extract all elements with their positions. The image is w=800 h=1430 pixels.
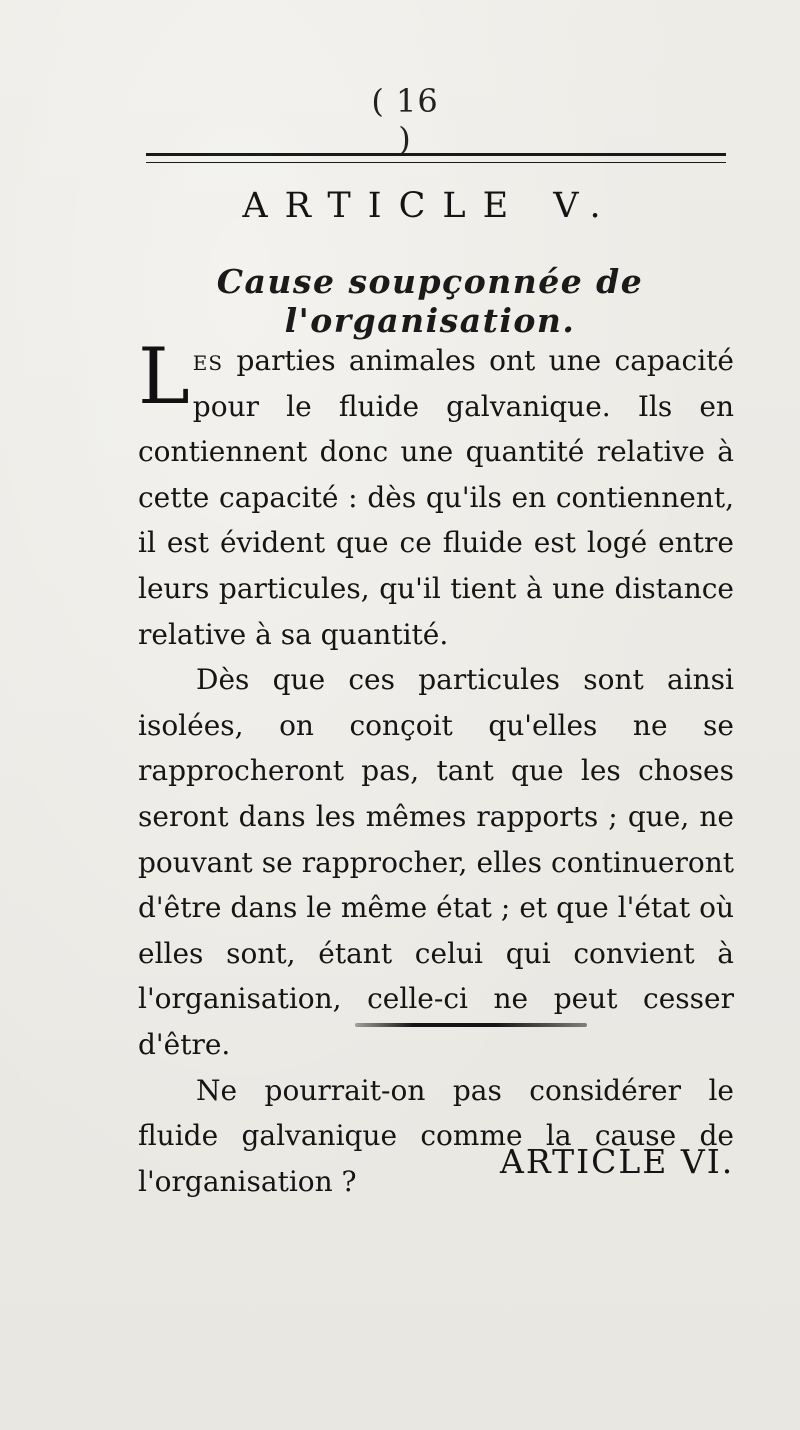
page-number: ( 16 ) [371, 82, 439, 158]
paragraph-1-text: parties animales ont une capacité pour le fluide galvanique. Ils en contiennent donc une quantité relative à cette capacité : dès qu'ils en contiennent, il est évident que ce fluide est logé entre leurs particules, qu'il tient à une distance relative à sa quantité. [138, 344, 734, 651]
paragraph-3: Ne pourrait-on pas considérer le fluide galvanique comme la cause de l'organisation ? [138, 1073, 734, 1198]
paragraph-2: Dès que ces particules sont ainsi isolées, on conçoit qu'elles ne se rapprocheront pas, tant que les choses seront dans les mêmes rapports ; que, ne pouvant se rapprocher, elles continueront d'être dans le même état ; et que l'état où elles sont, étant celui qui convient à l'organisation, celle-ci ne peut cesser d'être. [138, 663, 734, 1061]
paragraph-1-smallcaps: es [192, 344, 224, 377]
paragraph-1 [138, 332, 734, 657]
body-text [138, 332, 734, 1204]
section-divider [355, 1023, 587, 1027]
article-title: ARTICLE V. [242, 186, 618, 226]
catchword: ARTICLE VI. [500, 1142, 735, 1181]
header-rule [146, 153, 726, 163]
drop-cap: L [138, 332, 190, 422]
article-subtitle: Cause soupçonnée de l'organisation. [216, 262, 644, 340]
